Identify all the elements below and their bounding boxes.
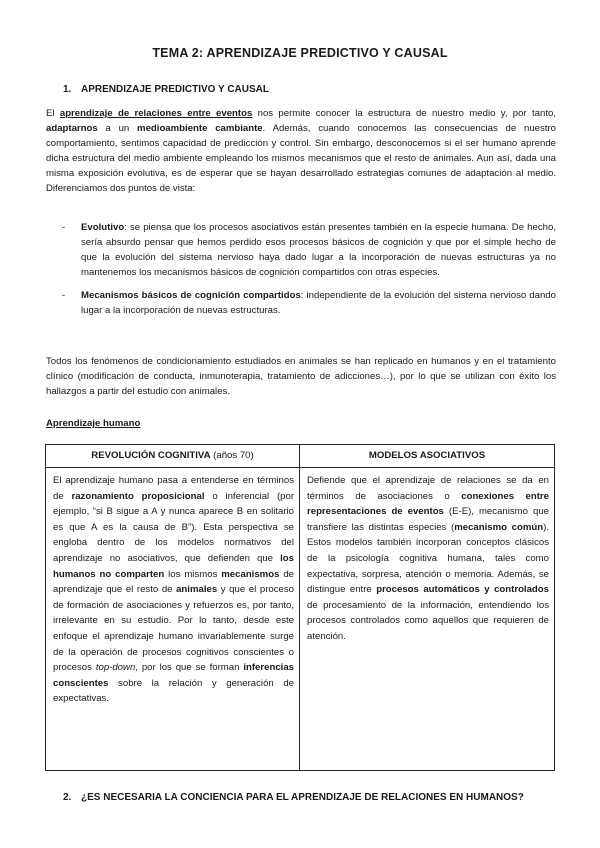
header-label: REVOLUCIÓN COGNITIVA xyxy=(91,450,211,461)
list-item-evolutivo xyxy=(62,220,556,280)
cell-text: o inferencial (por ejemplo, “si B sigue a A y nunca aparece B en solitario es que A es la causa de B”). Esta perspectiva se engloba dentro de los modelos normativos del aprendizaje no asociativos, que defienden que xyxy=(53,490,295,564)
section-1-heading xyxy=(63,84,269,95)
cell-text: ). Estos modelos también incorporan conceptos clásicos de la psicología cognitiva humana, tales como expectativa, sorpresa, atención o memoria. Además, se distingue entre xyxy=(307,521,550,596)
cell-emphasis: conexiones entre representaciones de eventos xyxy=(307,490,549,518)
viewpoints-list xyxy=(62,220,556,326)
cell-text: de aprendizaje que el resto de xyxy=(53,568,294,596)
header-suffix: (años 70) xyxy=(210,450,254,461)
list-item-label: Evolutivo xyxy=(81,222,125,233)
document-title: TEMA 2: APRENDIZAJE PREDICTIVO Y CAUSAL xyxy=(152,46,448,60)
intro-text: El xyxy=(46,108,60,119)
header-label: MODELOS ASOCIATIVOS xyxy=(368,450,486,461)
section-2-heading xyxy=(63,792,524,803)
cell-emphasis: animales xyxy=(176,584,218,596)
table-header-cognitive-revolution xyxy=(46,445,299,467)
cell-emphasis: inferencias conscientes xyxy=(53,662,294,689)
section-1-number: 1. xyxy=(63,84,72,95)
list-item-mecanismos xyxy=(62,288,556,318)
intro-text: a un xyxy=(97,123,138,134)
section-1-title: APRENDIZAJE PREDICTIVO Y CAUSAL xyxy=(81,84,269,95)
intro-text: nos permite conocer la estructura de nuestro medio y, por tanto, xyxy=(252,108,556,119)
cell-text: sobre la relación y generación de expectativas. xyxy=(53,677,294,705)
table-header-divider xyxy=(46,467,554,468)
table-header-associative-models xyxy=(300,445,554,467)
clinical-paragraph: Todos los fenómenos de condicionamiento estudiados en animales se han replicado en humanos y en el tratamiento clínico (modificación de conducta, inmunoterapia, tratamiento de adicciones…), por lo que se utilizan con éxito los hallazgos a partir del estudio con animales. xyxy=(46,356,556,397)
intro-text: . Además, cuando conocemos las consecuencias de nuestro comportamiento, sentimos capacidad de predicción y control. Sin embargo, desconocemos si el ser humano aprende dicha estructura del medio ambiente empleando los mismos mecanismos que el resto de animales. Aun así, dada una misma exposición evolutiva, es de esperar que se hayan desarrollado estrategias comunes de adaptación al medio. Diferenciamos dos puntos de vista: xyxy=(46,123,556,194)
subheading-human-learning: Aprendizaje humano xyxy=(46,418,141,429)
list-item-text: : se piensa que los procesos asociativos están presentes también en la especie humana. De hecho, sería absurdo pensar que hemos perdido esos procesos básicos de cognición y que por el simple hecho de que la evolución del sistema nervioso haya dado lugar a la incorporación de nuevas estructuras ya no mantenemos los mecanismos básicos de cognición compartidos con otras especies. xyxy=(81,222,556,278)
cell-text: , por los que se forman xyxy=(135,662,244,674)
intro-paragraph xyxy=(46,106,556,196)
cell-text: Defiende que el aprendizaje de relaciones se da en términos de asociaciones o xyxy=(307,475,549,502)
list-dash: - xyxy=(62,290,66,301)
cell-text: los mismos xyxy=(164,568,222,580)
table-column-divider xyxy=(299,445,300,770)
table-cell-cognitive-revolution xyxy=(53,473,294,707)
intro-emphasis-adapt: adaptarnos xyxy=(46,123,98,134)
cell-text: y que el proceso de formación de asociaciones y refuerzos es, por tanto, irrelevante en su estudio. Por lo tanto, desde este enfoque el aprendizaje humano invariablemente surge de la operación de procesos cognitivos conscientes o procesos xyxy=(53,584,294,674)
table-cell-associative-models xyxy=(307,473,549,645)
list-item-label: Mecanismos básicos de cognición compartidos xyxy=(81,290,301,301)
cell-text: El aprendizaje humano pasa a entenderse en términos de xyxy=(53,475,294,502)
section-2-title: ¿ES NECESARIA LA CONCIENCIA PARA EL APRENDIZAJE DE RELACIONES EN HUMANOS? xyxy=(81,792,524,803)
list-item-text: : independiente de la evolución del sistema nervioso dando lugar a la incorporación de nuevas estructuras. xyxy=(81,290,556,316)
cell-text: (E-E), mecanismo que transfiere las distintas especies ( xyxy=(307,506,549,533)
cell-emphasis: razonamiento proposicional xyxy=(71,490,205,502)
cell-emphasis: mecanismos xyxy=(221,568,280,580)
comparison-table xyxy=(45,444,555,771)
cell-text: de procesamiento de la información, entendiendo los procesos controlados como aquellos que requieren de atención. xyxy=(307,599,549,642)
section-2-number: 2. xyxy=(63,792,72,803)
cell-emphasis: mecanismo común xyxy=(454,521,544,533)
cell-emphasis: procesos automáticos y controlados xyxy=(376,584,549,596)
cell-emphasis: los humanos no comparten xyxy=(53,552,294,580)
intro-emphasis-relations: aprendizaje de relaciones entre eventos xyxy=(59,108,253,119)
intro-emphasis-environment: medioambiente cambiante xyxy=(137,123,263,134)
cell-italic: top-down xyxy=(95,662,136,674)
list-dash: - xyxy=(62,222,66,233)
